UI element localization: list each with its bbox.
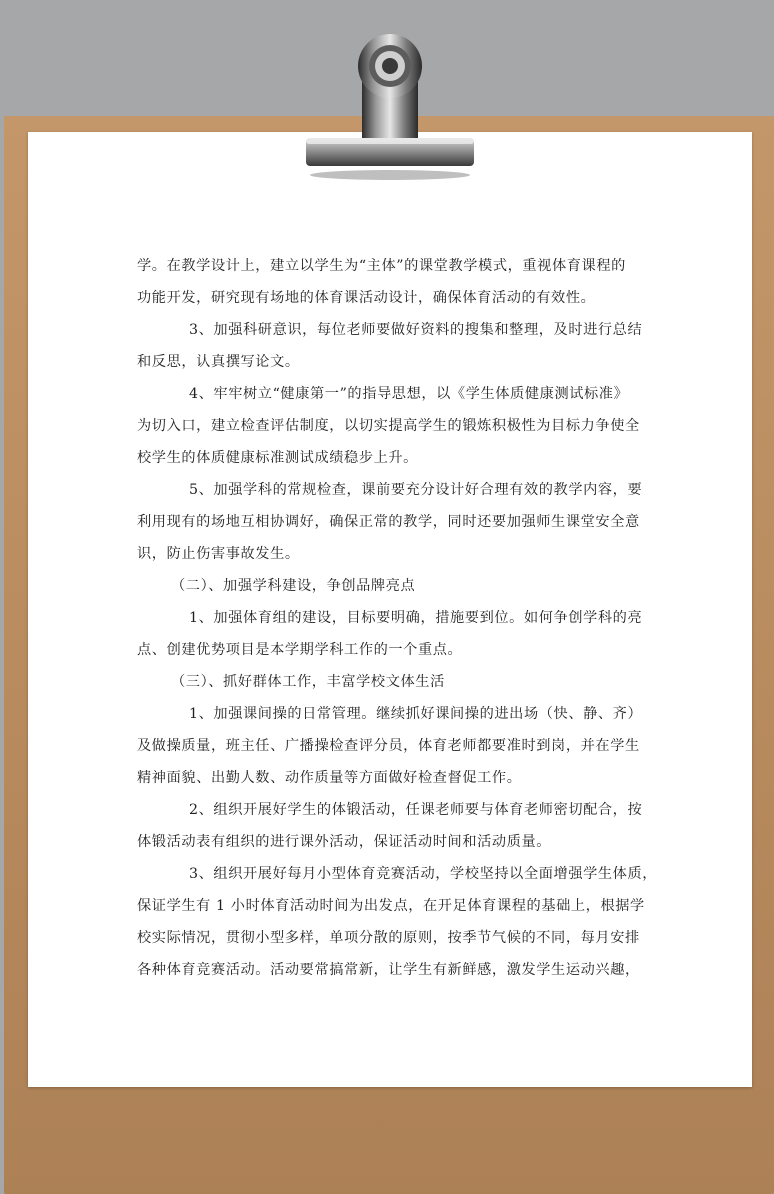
text-line: 体锻活动表有组织的进行课外活动，保证活动时间和活动质量。 (137, 834, 552, 850)
text-line: 功能开发，研究现有场地的体育课活动设计，确保体育活动的有效性。 (137, 290, 596, 306)
text-line: 2、组织开展好学生的体锻活动，任课老师要与体育老师密切配合，按 (189, 802, 643, 818)
binder-clip-icon (300, 20, 480, 180)
text-line: 各种体育竞赛活动。活动要常搞常新，让学生有新鲜感，激发学生运动兴趣， (137, 962, 640, 978)
text-line: 1、加强课间操的日常管理。继续抓好课间操的进出场（快、静、齐） (189, 706, 643, 722)
text-line: 点、创建优势项目是本学期学科工作的一个重点。 (137, 642, 463, 658)
section-heading: （三）、抓好群体工作，丰富学校文体生活 (171, 674, 445, 690)
text-line: 精神面貌、出勤人数、动作质量等方面做好检查督促工作。 (137, 770, 522, 786)
text-line: 和反思，认真撰写论文。 (137, 354, 300, 370)
text-line: 3、组织开展好每月小型体育竞赛活动，学校坚持以全面增强学生体质， (189, 866, 658, 882)
text-line: 识，防止伤害事故发生。 (137, 546, 300, 562)
text-line: 1、加强体育组的建设，目标要明确，措施要到位。如何争创学科的亮 (189, 610, 643, 626)
text-line: 学。在教学设计上，建立以学生为“主体”的课堂教学模式，重视体育课程的 (137, 258, 626, 274)
text-line: 校实际情况，贯彻小型多样，单项分散的原则，按季节气候的不同，每月安排 (137, 930, 640, 946)
text-line: 保证学生有 1 小时体育活动时间为出发点，在开足体育课程的基础上，根据学 (137, 898, 645, 914)
section-heading: （二）、加强学科建设，争创品牌亮点 (171, 578, 416, 594)
text-line: 3、加强科研意识，每位老师要做好资料的搜集和整理，及时进行总结 (189, 322, 643, 338)
text-line: 为切入口，建立检查评估制度，以切实提高学生的锻炼积极性为目标力争使全 (137, 418, 640, 434)
text-line: 利用现有的场地互相协调好，确保正常的教学，同时还要加强师生课堂安全意 (137, 514, 640, 530)
text-line: 校学生的体质健康标准测试成绩稳步上升。 (137, 450, 418, 466)
text-line: 4、牢牢树立“健康第一”的指导思想，以《学生体质健康测试标准》 (189, 386, 629, 402)
document-text (137, 250, 658, 986)
text-line: 5、加强学科的常规检查，课前要充分设计好合理有效的教学内容，要 (189, 482, 643, 498)
text-line: 及做操质量，班主任、广播操检查评分员，体育老师都要准时到岗，并在学生 (137, 738, 640, 754)
